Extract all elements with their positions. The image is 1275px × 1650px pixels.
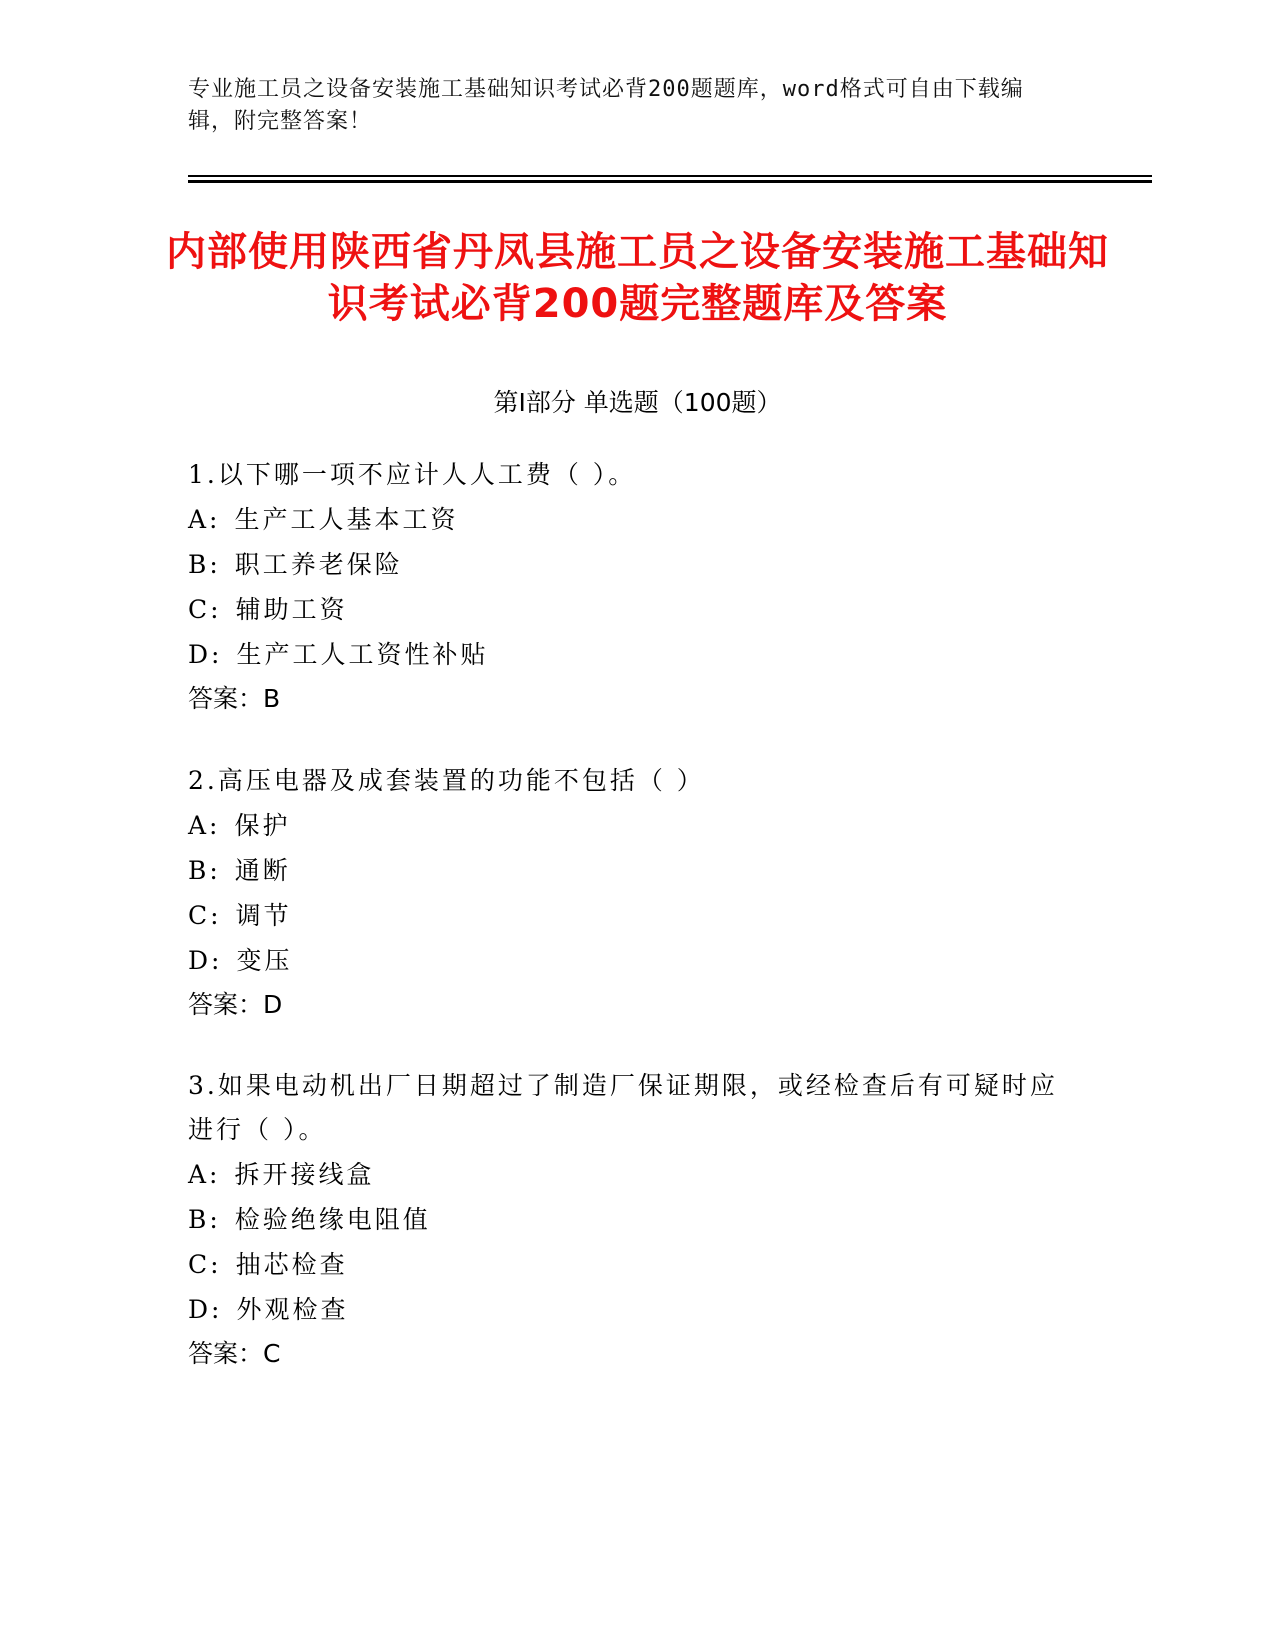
option-key: A: [188,505,221,534]
option-c [188,893,1068,938]
option-key: D: [188,640,223,669]
header-divider-thin [188,175,1152,177]
option-text: 通断 [234,856,291,885]
option-text: 变压 [236,946,293,975]
option-key: D: [188,946,223,975]
option-key: C: [188,901,222,930]
option-text: 生产工人工资性补贴 [236,640,489,669]
option-key: B: [188,550,221,579]
option-text: 外观检查 [236,1295,349,1324]
answer-line: 答案：D [188,990,283,1019]
section-heading: 第Ⅰ部分 单选题（100题） [493,388,782,417]
option-key: A: [188,811,221,840]
header-note: 专业施工员之设备安装施工基础知识考试必背200题题库，word格式可自由下载编辑，附完整答案！ [188,77,1024,134]
option-text: 保护 [234,811,291,840]
option-key: C: [188,595,222,624]
header-divider-thick [188,180,1152,183]
option-b [188,848,1068,893]
question-stem: 1.以下哪一项不应计人人工费（ ）。 [188,460,637,489]
option-text: 抽芯检查 [235,1250,348,1279]
option-key: D: [188,1295,223,1324]
option-key: A: [188,1160,221,1189]
question-3 [188,1064,1068,1376]
option-a [188,497,1068,542]
option-key: C: [188,1250,222,1279]
option-c [188,587,1068,632]
option-text: 拆开接线盒 [234,1160,375,1189]
option-d [188,938,1068,983]
option-text: 辅助工资 [235,595,348,624]
option-text: 职工养老保险 [234,550,403,579]
document-title: 内部使用陕西省丹凤县施工员之设备安装施工基础知识考试必背200题完整题库及答案 [166,229,1109,327]
question-1 [188,453,1068,721]
answer-line: 答案：C [188,1339,281,1368]
question-2 [188,759,1068,1027]
option-d [188,1287,1068,1332]
option-d [188,632,1068,677]
option-key: B: [188,856,221,885]
option-c [188,1242,1068,1287]
option-text: 生产工人基本工资 [234,505,459,534]
question-stem: 2.高压电器及成套装置的功能不包括（ ） [188,766,705,795]
option-b [188,1197,1068,1242]
option-text: 检验绝缘电阻值 [234,1205,431,1234]
question-stem: 3.如果电动机出厂日期超过了制造厂保证期限，或经检查后有可疑时应进行（ ）。 [188,1071,1058,1144]
option-a [188,803,1068,848]
option-a [188,1152,1068,1197]
option-text: 调节 [235,901,292,930]
option-b [188,542,1068,587]
option-key: B: [188,1205,221,1234]
answer-line: 答案：B [188,684,281,713]
